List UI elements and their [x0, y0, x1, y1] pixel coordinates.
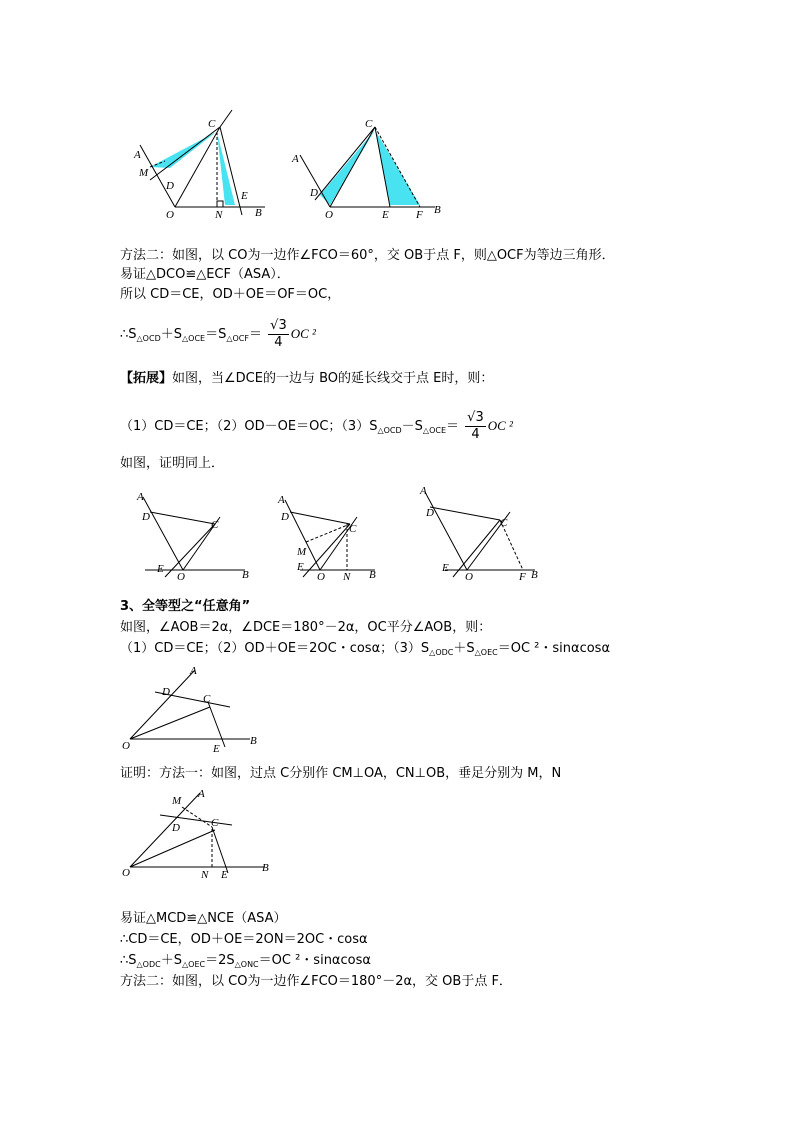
svg-text:C: C — [211, 519, 219, 531]
svg-text:A: A — [420, 485, 427, 497]
svg-text:C: C — [500, 517, 508, 529]
expand-same: 如图，证明同上． — [120, 456, 225, 471]
figure-1 — [120, 105, 460, 225]
svg-text:M: M — [172, 795, 182, 807]
label-M: M — [139, 167, 149, 179]
svg-text:B: B — [531, 569, 538, 581]
svg-text:A: A — [198, 788, 205, 800]
svg-text:B: B — [242, 569, 249, 581]
svg-text:D: D — [142, 511, 150, 523]
proof2-line1: 易证△MCD≌△NCE（ASA） — [120, 911, 287, 926]
svg-text:A: A — [278, 494, 285, 506]
svg-text:D: D — [281, 511, 289, 523]
label-O: O — [325, 209, 333, 221]
label-B: B — [255, 207, 262, 219]
label-A: A — [134, 149, 141, 161]
figure-2 — [125, 482, 565, 587]
expand-line: 【拓展】如图，当∠DCE的一边与 BO的延长线交于点 E时，则： — [120, 371, 494, 386]
shaded-triangle-2 — [217, 132, 235, 205]
svg-text:E: E — [213, 743, 220, 755]
svg-text:C: C — [211, 817, 219, 829]
section3-line2: （1）CD＝CE；（2）OD＋OE＝2OC・cosα；$(3)S_{\triangle ODC}+S_{\triangle OEC}=OC$ ²・sinαcosα — [120, 641, 611, 657]
svg-text:N: N — [201, 869, 209, 881]
method2-line2: 易证△DCO≌△ECF（ASA）． — [120, 267, 290, 282]
section3-line1: 如图，∠AOB＝2α，∠DCE＝180°－2α，OC平分∠AOB，则： — [120, 620, 492, 635]
svg-text:D: D — [172, 822, 180, 834]
svg-text:C: C — [203, 693, 211, 705]
method2-formula: $\therefore S_{\triangle OCD}+S_{\triangle OCE}=S_{\triangle OCF}=$ $\frac{√3}{4}$ OC ² — [120, 318, 316, 350]
label-E: E — [382, 209, 389, 221]
svg-text:O: O — [122, 740, 130, 752]
proof2-line2: ∴CD＝CE，OD＋OE＝2ON＝2OC・cosα — [120, 932, 368, 947]
svg-text:E: E — [157, 563, 164, 575]
svg-text:D: D — [426, 507, 434, 519]
svg-text:O: O — [122, 867, 130, 879]
fraction-sqrt3-over-4: $\frac{√3}{4}$ — [270, 318, 287, 350]
svg-text:N: N — [343, 571, 351, 583]
expand-formula: （1）CD＝CE；（2）OD－OE＝OC；$(3)S_{\triangle OCD}-S_{\triangle OCE}=$ $\frac{√3}{4}$ OC ² — [120, 410, 513, 442]
svg-text:E: E — [221, 869, 228, 881]
svg-text:B: B — [262, 862, 269, 874]
figure-1-left — [133, 110, 265, 221]
section3-title: 3、全等型之“任意角” — [120, 599, 251, 614]
label-D: D — [166, 180, 174, 192]
figure-2-b — [277, 494, 376, 583]
svg-text:F: F — [519, 571, 526, 583]
method2-line3: 所以 CD＝CE，OD＋OE＝OF＝OC， — [120, 287, 341, 302]
figure-2-c — [419, 485, 538, 583]
svg-text:M: M — [297, 546, 307, 558]
figure-3 — [120, 662, 280, 757]
proof2-line4: 方法二：如图，以 CO为一边作∠FCO＝180°－2α，交 OB于点 F． — [120, 974, 512, 989]
method2-line1: 方法二：如图，以 CO为一边作∠FCO＝60°，交 OB于点 F，则△OCF为等边三角形． — [120, 248, 615, 263]
svg-text:O: O — [177, 571, 185, 583]
svg-text:E: E — [442, 562, 449, 574]
svg-text:A: A — [190, 665, 197, 677]
label-C: C — [208, 118, 216, 130]
svg-text:E: E — [297, 561, 304, 573]
label-F: F — [416, 209, 423, 221]
label-A: A — [292, 153, 299, 165]
svg-text:O: O — [317, 571, 325, 583]
figure-4 — [120, 785, 285, 885]
svg-text:O: O — [465, 571, 473, 583]
proof2-line3: $\therefore S_{\triangle ODC}+S_{\triangle OEC}=2S_{\triangle ONC}=OC$ ²・sinαcosα — [120, 953, 371, 969]
svg-text:C: C — [349, 523, 357, 535]
svg-text:A: A — [137, 491, 144, 503]
label-N: N — [215, 209, 223, 221]
figure-2-a — [136, 491, 249, 583]
svg-text:D: D — [162, 686, 170, 698]
label-C: C — [365, 118, 373, 130]
figure-1-right — [291, 118, 441, 221]
svg-text:B: B — [369, 569, 376, 581]
fraction-sqrt3-over-4: $\frac{√3}{4}$ — [467, 410, 484, 442]
label-E: E — [241, 190, 248, 202]
label-B: B — [434, 204, 441, 216]
svg-text:B: B — [250, 735, 257, 747]
label-D: D — [310, 187, 318, 199]
label-O: O — [166, 209, 174, 221]
proof-line1: 证明：方法一：如图，过点 C分别作 CM⊥OA，CN⊥OB，垂足分别为 M，N — [120, 766, 562, 781]
